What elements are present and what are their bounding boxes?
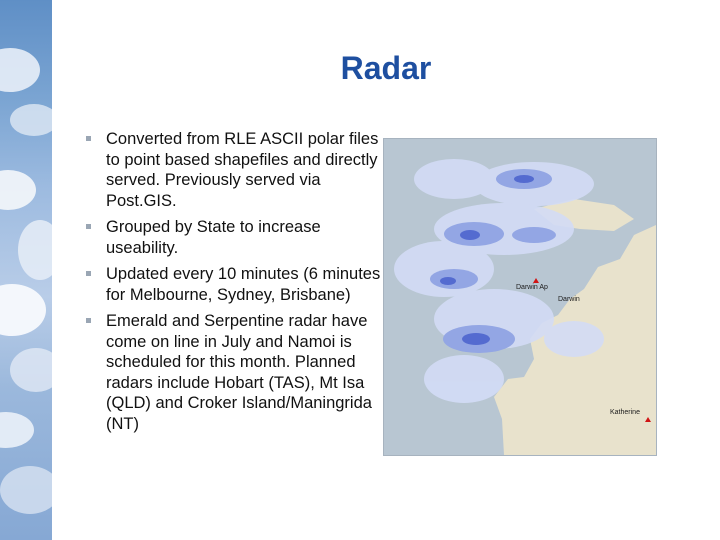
map-label-katherine: Katherine [610, 409, 640, 416]
katherine-marker-icon [645, 417, 651, 422]
bullet-square-icon [86, 271, 91, 276]
bullet-square-icon [86, 224, 91, 229]
bullet-list [86, 129, 386, 440]
bullet-square-icon [86, 136, 91, 141]
map-label-darwin-ap: Darwin Ap [516, 284, 548, 291]
bullet-item [86, 129, 386, 211]
darwin-ap-marker-icon [533, 278, 539, 283]
bullet-item [86, 264, 386, 305]
bullet-item [86, 217, 386, 258]
bullet-square-icon [86, 318, 91, 323]
slide-title: Radar [340, 50, 432, 86]
map-label-darwin: Darwin [558, 296, 580, 303]
radar-map-graphic [384, 139, 656, 455]
bullet-text: Grouped by State to increase useability. [106, 218, 321, 257]
cloud-sky-strip [0, 0, 52, 540]
bullet-text: Converted from RLE ASCII polar files to point based shapefiles and directly served. Previously served via Post.GIS. [106, 130, 379, 210]
bullet-item [86, 311, 386, 434]
radar-map [383, 138, 657, 456]
cloud-decoration [0, 0, 52, 540]
bullet-text: Updated every 10 minutes (6 minutes for Melbourne, Sydney, Brisbane) [106, 265, 381, 304]
bullet-text: Emerald and Serpentine radar have come on line in July and Namoi is scheduled for this month. Planned radars include Hobart (TAS), Mt Isa (QLD) and Croker Island/Maningrida (NT) [106, 312, 372, 433]
